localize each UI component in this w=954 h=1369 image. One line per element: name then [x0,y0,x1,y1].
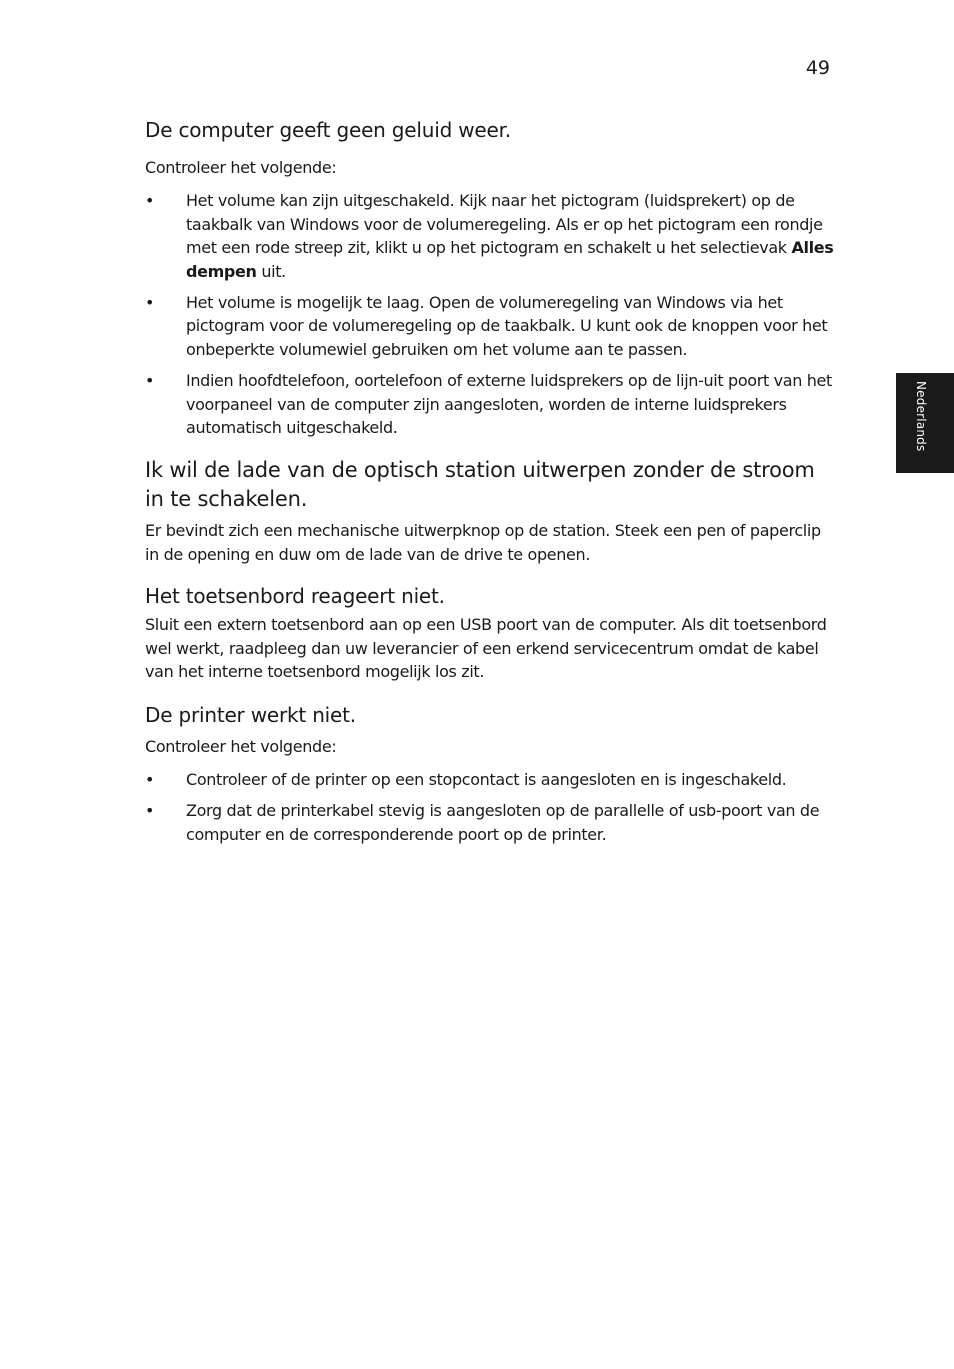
bullet-icon: • [145,769,155,789]
section-title-keyboard: Het toetsenbord reageert niet. [145,584,445,609]
section-intro-printer: Controleer het volgende: [145,736,337,756]
list-item-emphasis: Alles dempen [186,238,834,281]
bullet-icon: • [145,293,155,313]
bullet-icon: • [145,801,155,821]
language-tab-label: Nederlands [914,381,928,452]
section-title-no-sound: De computer geeft geen geluid weer. [145,118,511,142]
page-content [145,116,835,846]
list-item-text-end: uit. [256,261,286,281]
list-item-text: Het volume is mogelijk te laag. Open de volumeregeling van Windows via het pictogram voor de volumeregeling op de taakbalk. U kunt ook de knoppen voor het onbeperkte volumewiel gebruiken om het volume aan te passen. [186,293,828,359]
checklist-printer [145,768,835,846]
section-title-printer: De printer werkt niet. [145,702,356,727]
list-item [145,369,835,439]
list-item-text: Controleer of de printer op een stopcontact is aangesloten en is ingeschakeld. [186,769,787,789]
list-item [145,291,835,361]
list-item-text: Indien hoofdtelefoon, oortelefoon of externe luidsprekers op de lijn-uit poort van het voorpaneel van de computer zijn aangesloten, worden de interne luidsprekers automatisch uitgeschakeld. [186,371,832,438]
list-item-text: Zorg dat de printerkabel stevig is aangesloten op de parallelle of usb-poort van de computer en de corresponderende poort op de printer. [186,801,820,844]
page-number: 49 [805,57,830,79]
bullet-icon: • [145,371,155,391]
language-tab [896,373,954,473]
section-intro-no-sound: Controleer het volgende: [145,158,337,177]
list-item [145,189,835,283]
list-item [145,799,835,846]
checklist-no-sound [145,189,835,439]
list-item [145,768,835,791]
section-body-keyboard: Sluit een extern toetsenbord aan op een USB poort van de computer. Als dit toetsenbord wel werkt, raadpleeg dan uw leverancier of een erkend servicecentrum omdat de kabel van het interne toetsenbord mogelijk los zit. [145,615,827,682]
section-title-eject-tray: Ik wil de lade van de optisch station uitwerpen zonder de stroom in te schakelen. [145,458,815,512]
section-body-eject-tray: Er bevindt zich een mechanische uitwerpknop op de station. Steek een pen of paperclip in de opening en duw om de lade van de drive te openen. [145,521,821,564]
list-item-text: Het volume kan zijn uitgeschakeld. Kijk naar het pictogram (luidsprekert) op de taakbalk van Windows voor de volumeregeling. Als er op het pictogram een rondje met een rode streep zit, klikt u op het pictogram en schakelt u het selectievak [186,191,823,258]
bullet-icon: • [145,191,155,211]
